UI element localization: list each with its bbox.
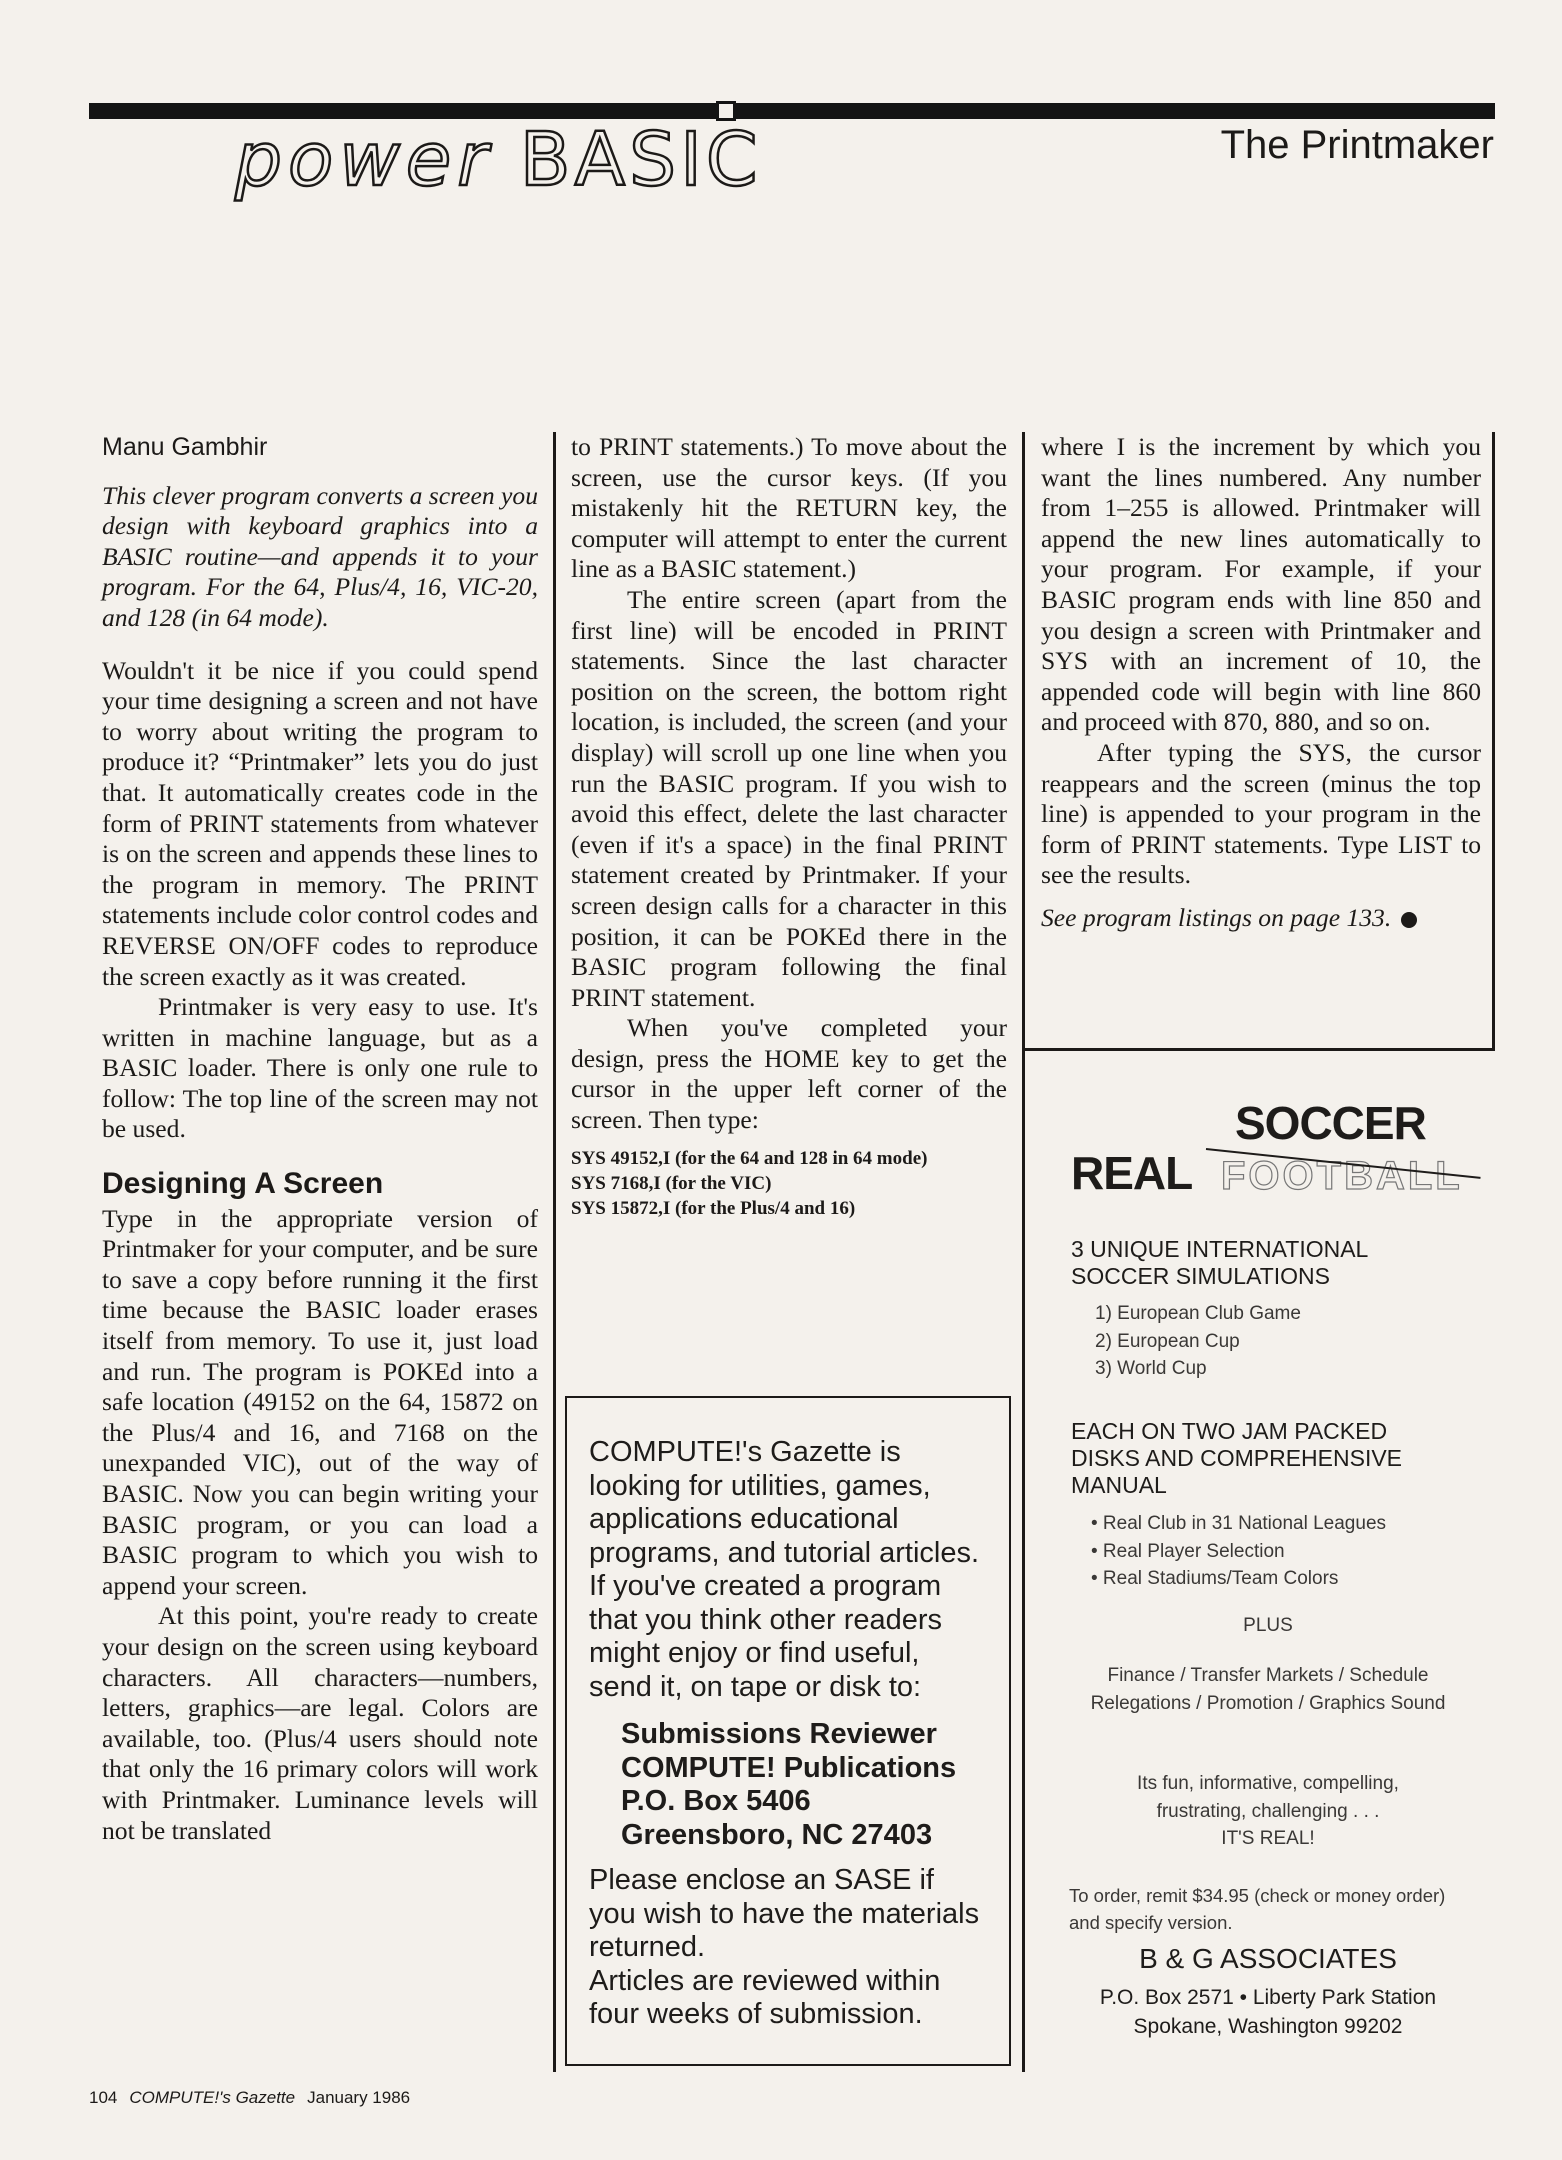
submissions-notice-box	[565, 1396, 1011, 2066]
column-2	[571, 432, 1007, 1221]
ad-tagline: Its fun, informative, compelling, frustrating, challenging . . .	[1137, 1773, 1399, 1822]
address-line: P.O. Box 5406	[621, 1785, 811, 1817]
ad-heading-disks: EACH ON TWO JAM PACKED DISKS AND COMPREHENSIVE MANUAL	[1071, 1418, 1403, 1498]
ad-feature-item: • Real Player Selection	[1091, 1540, 1285, 1562]
address-line: Submissions Reviewer	[621, 1718, 937, 1750]
ad-feature-list	[1091, 1510, 1386, 1593]
ad-separator	[1024, 1048, 1494, 1051]
ad-plus: PLUS	[1243, 1615, 1293, 1636]
article-deck: This clever program converts a screen you design with keyboard graphics into a BASIC routine—and appends it to your program. For the 64, Plus/4, 16, VIC-20, and 128 (in 64 mode).	[102, 480, 538, 632]
notice-address	[621, 1718, 985, 1852]
ad-its-real: IT'S REAL!	[1221, 1828, 1315, 1849]
paragraph-after-typing-sys: After typing the SYS, the cursor reappears and the screen (minus the top line) is appended to your program in the form of PRINT statements. Type LIST to see the results.	[1041, 737, 1481, 890]
ad-feature-item: • Real Club in 31 National Leagues	[1091, 1513, 1387, 1534]
ad-address-line2: Spokane, Washington 99202	[1133, 2015, 1403, 2038]
ad-game-item: 2) European Cup	[1095, 1330, 1240, 1352]
issue-date: January 1986	[307, 2088, 411, 2107]
ad-address-line1: P.O. Box 2571 • Liberty Park Station	[1099, 1986, 1437, 2009]
paragraph-increment: where I is the increment by which you want the lines numbered. Any number from 1–255 is allowed. Printmaker will append the new lines automatically to your program. For example, if your BASIC program ends with line 850 and you design a screen with Printmaker and SYS with an increment of 10, the appended code will begin with line 860 and proceed with 870, 880, and so on.	[1041, 432, 1481, 737]
power-basic-logo	[235, 118, 762, 202]
column-1	[102, 432, 538, 1846]
paragraph-cursor-keys: to PRINT statements.) To move about the screen, use the cursor keys. (If you mistakenly hit the RETURN key, the computer will attempt to enter the current line as a BASIC statement.)	[571, 432, 1007, 584]
ad-extras: Finance / Transfer Markets / Schedule Relegations / Promotion / Graphics Sound	[1090, 1665, 1446, 1714]
end-mark-icon	[1401, 912, 1417, 928]
paragraph-entire-screen: The entire screen (apart from the first line) will be encoded in PRINT statements. Since the last character position on the screen, the bottom right location, is included, the screen (and your display) will scroll up one line when you run the BASIC program. If you wish to avoid this effect, delete the last character (even if it's a space) in the final PRINT statement created by Printmaker. If your screen design calls for a character in this position, it can be POKEd there in the BASIC program following the final PRINT statement.	[571, 584, 1007, 1012]
ad-title-real: REAL	[1071, 1147, 1193, 1199]
column-divider-1	[553, 432, 556, 2072]
author-byline: Manu Gambhir	[102, 433, 268, 461]
ad-title-soccer: SOCCER	[1235, 1097, 1426, 1149]
notice-sase: Please enclose an SASE if you wish to have the materials returned.	[589, 1864, 980, 1963]
article-title: The Printmaker	[1220, 123, 1494, 167]
notice-review-time: Articles are reviewed within four weeks of submission.	[589, 1964, 941, 2030]
ad-feature-item: • Real Stadiums/Team Colors	[1091, 1568, 1339, 1589]
address-line: COMPUTE! Publications	[621, 1751, 957, 1784]
ad-order-info: To order, remit $34.95 (check or money order) and specify version.	[1069, 1885, 1446, 1933]
ad-game-item: 3) World Cup	[1095, 1358, 1207, 1379]
sys-command: SYS 7168,I (for the VIC)	[571, 1172, 772, 1194]
see-listings-text: See program listings on page 133.	[1041, 902, 1392, 932]
subhead-designing-a-screen: Designing A Screen	[102, 1167, 384, 1201]
ad-title-football: FOOTBALL	[1221, 1154, 1463, 1198]
ad-company-name: B & G ASSOCIATES	[1139, 1943, 1397, 1974]
paragraph-type-in: Type in the appropriate version of Printmaker for your computer, and be sure to save a copy before running it the first time because the BASIC loader erases itself from memory. To use it, just load and run. The program is POKEd into a safe location (49152 on the 64, 15872 on the Plus/4 and 16, and 7168 on the unexpanded VIC), out of the way of BASIC. Now you can begin writing your BASIC program, or you can load a BASIC program to which you wish to append your screen.	[102, 1203, 538, 1600]
paragraph-easy-to-use: Printmaker is very easy to use. It's written in machine language, but as a BASIC loader. There is only one rule to follow: The top line of the screen may not be used.	[102, 992, 538, 1144]
ad-game-item: 1) European Club Game	[1095, 1303, 1301, 1324]
column-divider-2	[1022, 432, 1025, 2072]
paragraph-intro: Wouldn't it be nice if you could spend your time designing a screen and not have to worry about writing the program to produce it? “Printmaker” lets you do just that. It automatically creates code in the form of PRINT statements from whatever is on the screen and appends these lines to the program in memory. The PRINT statements include color control codes and REVERSE ON/OFF codes to reproduce the screen exactly as it was created.	[102, 655, 538, 991]
logo-word-basic: BASIC	[519, 117, 762, 203]
paragraph-at-this-point: At this point, you're ready to create your design on the screen using keyboard characters. All characters—numbers, letters, graphics—are legal. Colors are available, too. (Plus/4 users should note that only the 16 primary colors will work with Printmaker. Luminance levels will not be translated	[102, 1601, 538, 1845]
ad-heading-simulations: 3 UNIQUE INTERNATIONAL SOCCER SIMULATIONS	[1071, 1236, 1368, 1289]
address-line: Greensboro, NC 27403	[621, 1818, 933, 1851]
notice-intro: COMPUTE!'s Gazette is looking for utilities, games, applications educational programs, and tutorial articles. If you've created a program that you think other readers might enjoy or find useful, send it, on tape or disk to:	[589, 1436, 980, 1703]
column-divider-3	[1492, 432, 1495, 1051]
sys-command: SYS 49152,I (for the 64 and 128 in 64 mode)	[571, 1147, 928, 1169]
program-listings-reference	[1041, 903, 1481, 934]
logo-word-power: power	[235, 117, 494, 203]
column-3	[1041, 432, 1481, 934]
ad-game-list	[1095, 1300, 1301, 1383]
page-footer	[89, 2088, 410, 2108]
sys-command: SYS 15872,I (for the Plus/4 and 16)	[571, 1197, 856, 1219]
magazine-name: COMPUTE!'s Gazette	[129, 2088, 296, 2107]
sys-commands	[571, 1146, 1007, 1221]
page-number: 104	[89, 2088, 118, 2107]
paragraph-completed-design: When you've completed your design, press the HOME key to get the cursor in the upper left corner of the screen. Then type:	[571, 1013, 1007, 1135]
